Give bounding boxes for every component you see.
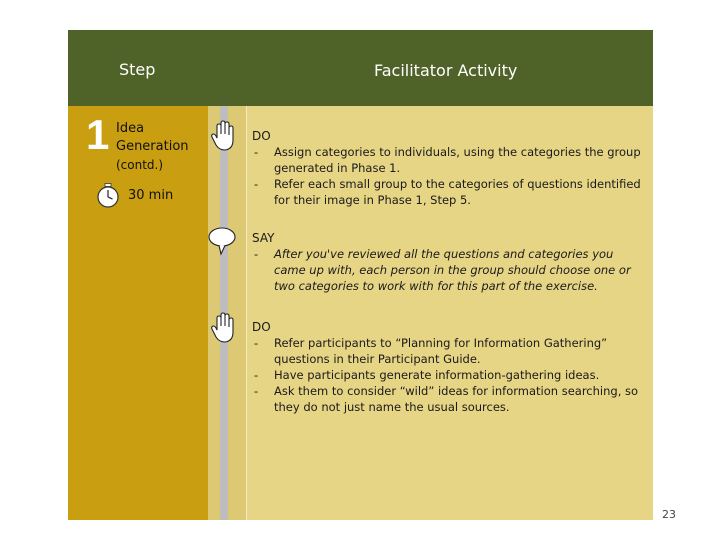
clock-icon [96, 183, 120, 209]
block-label: DO [252, 129, 271, 143]
list-item: - Assign categories to individuals, using the categories the group generated in Phase 1. [252, 144, 644, 176]
step-title-contd: (contd.) [116, 158, 164, 172]
list-item: - Ask them to consider “wild” ideas for information searching, so they do not just name the usual sources. [252, 383, 644, 415]
step-title [116, 120, 189, 174]
step-title-line: Generation [116, 139, 189, 154]
say-block [252, 230, 644, 294]
block-label: SAY [252, 231, 275, 245]
block-label: DO [252, 320, 271, 334]
list-item: - After you've reviewed all the questions and categories you came up with, each person in the group should choose one or two categories to work with for this part of the exercise. [252, 246, 644, 294]
list-item: - Have participants generate information-gathering ideas. [252, 367, 644, 383]
step-column-header: Step [119, 60, 156, 79]
speech-bubble-icon [207, 226, 237, 256]
raised-hand-icon [210, 312, 238, 344]
do-block [252, 128, 644, 208]
table-header [68, 30, 653, 106]
list-item: - Refer participants to “Planning for Information Gathering” questions in their Participant Guide. [252, 335, 644, 367]
activity-column-header: Facilitator Activity [374, 61, 518, 80]
duration-label: 30 min [128, 188, 174, 203]
step-title-line: Idea [116, 121, 145, 136]
raised-hand-icon [210, 120, 238, 152]
page-number: 23 [662, 508, 676, 521]
column-divider [246, 106, 247, 520]
list-item: - Refer each small group to the categories of questions identified for their image in Phase 1, Step 5. [252, 176, 644, 208]
step-number: 1 [86, 111, 110, 158]
do-block [252, 319, 644, 415]
